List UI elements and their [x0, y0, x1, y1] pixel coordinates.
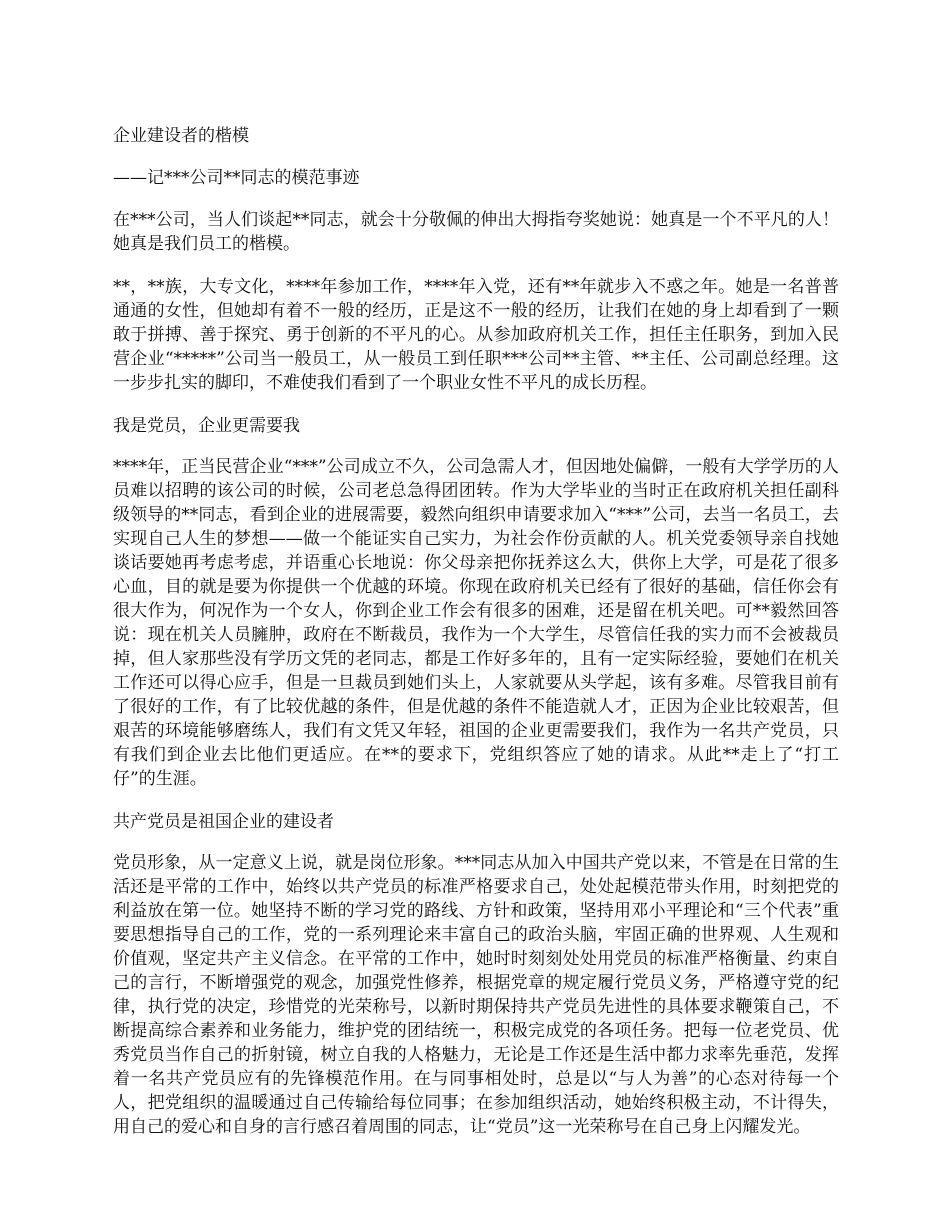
intro-paragraph: 在***公司，当人们谈起**同志，就会十分敬佩的伸出大拇指夸奖她说：她真是一个不平凡的人！她真是我们员工的楷模。 — [113, 210, 839, 254]
section-heading-builder: 共产党员是祖国企业的建设者 — [113, 812, 334, 832]
document-page — [113, 124, 839, 1139]
document-subtitle: ——记***公司**同志的模范事迹 — [113, 168, 360, 188]
document-title: 企业建设者的楷模 — [113, 126, 249, 146]
section-heading-party-member: 我是党员，企业更需要我 — [113, 416, 300, 436]
section-body-builder: 党员形象，从一定意义上说，就是岗位形象。***同志从加入中国共产党以来，不管是在日常的生活还是平常的工作中，始终以共产党员的标准严格要求自己，处处起模范带头作用，时刻把党的利益放在第一位。她坚持不断的学习党的路线、方针和政策，坚持用邓小平理论和“三个代表”重要思想指导自己的工作，党的一系列理论来丰富自己的政治头脑，牢固正确的世界观、人生观和价值观，坚定共产主义信念。在平常的工作中，她时时刻刻处处用党员的标准严格衡量、约束自己的言行，不断增强党的观念，加强党性修养，根据党章的规定履行党员义务，严格遵守党的纪律，执行党的决定，珍惜党的光荣称号，以新时期保持共产党员先进性的具体要求鞭策自己，不断提高综合素养和业务能力，维护党的团结统一，积极完成党的各项任务。把每一位老党员、优秀党员当作自己的折射镜，树立自我的人格魅力，无论是工作还是生活中都力求率先垂范，发挥着一名共产党员应有的先锋模范作用。在与同事相处时，总是以“与人为善”的心态对待每一个人，把党组织的温暖通过自己传输给每位同事；在参加组织活动，她始终积极主动，不计得失，用自己的爱心和自身的言行感召着周围的同志，让“党员”这一光荣称号在自己身上闪耀发光。 — [113, 853, 839, 1137]
profile-paragraph: **，**族，大专文化，****年参加工作，****年入党，还有**年就步入不惑之年。她是一名普普通通的女性，但她却有着不一般的经历，正是这不一般的经历，让我们在她的身上却看到了一颗敢于拼搏、善于探究、勇于创新的不平凡的心。从参加政府机关工作，担任主任职务，到加入民营企业“*****”公司当一般员工，从一般员工到任职***公司**主管、**主任、公司副总经理。这一步步扎实的脚印，不难使我们看到了一个职业女性不平凡的成长历程。 — [113, 277, 839, 393]
section-body-party-member: ****年，正当民营企业“***”公司成立不久，公司急需人才，但因地处偏僻，一般有大学学历的人员难以招聘的该公司的时候，公司老总急得团团转。作为大学毕业的当时正在政府机关担任副科级领导的**同志，看到企业的进展需要，毅然向组织申请要求加入“***”公司，去当一名员工，去实现自己人生的梦想——做一个能证实自己实力，为社会作份贡献的人。机关党委领导亲自找她谈话要她再考虑考虑，并语重心长地说：你父母亲把你抚养这么大，供你上大学，可是花了很多心血，目的就是要为你提供一个优越的环境。你现在政府机关已经有了很好的基础，信任你会有很大作为，何况作为一个女人，你到企业工作会有很多的困难，还是留在机关吧。可**毅然回答说：现在机关人员臃肿，政府在不断裁员，我作为一个大学生，尽管信任我的实力而不会被裁员掉，但人家那些没有学历文凭的老同志，都是工作好多年的，且有一定实际经验，要她们在机关工作还可以得心应手，但是一旦裁员到她们头上，人家就要从头学起，该有多难。尽管我目前有了很好的工作，有了比较优越的条件，但是优越的条件不能造就人才，正因为企业比较艰苦，但艰苦的环境能够磨练人，我们有文凭又年轻，祖国的企业更需要我们，我作为一名共产党员，只有我们到企业去比他们更适应。在**的要求下，党组织答应了她的请求。从此**走上了“打工仔”的生涯。 — [113, 457, 839, 789]
